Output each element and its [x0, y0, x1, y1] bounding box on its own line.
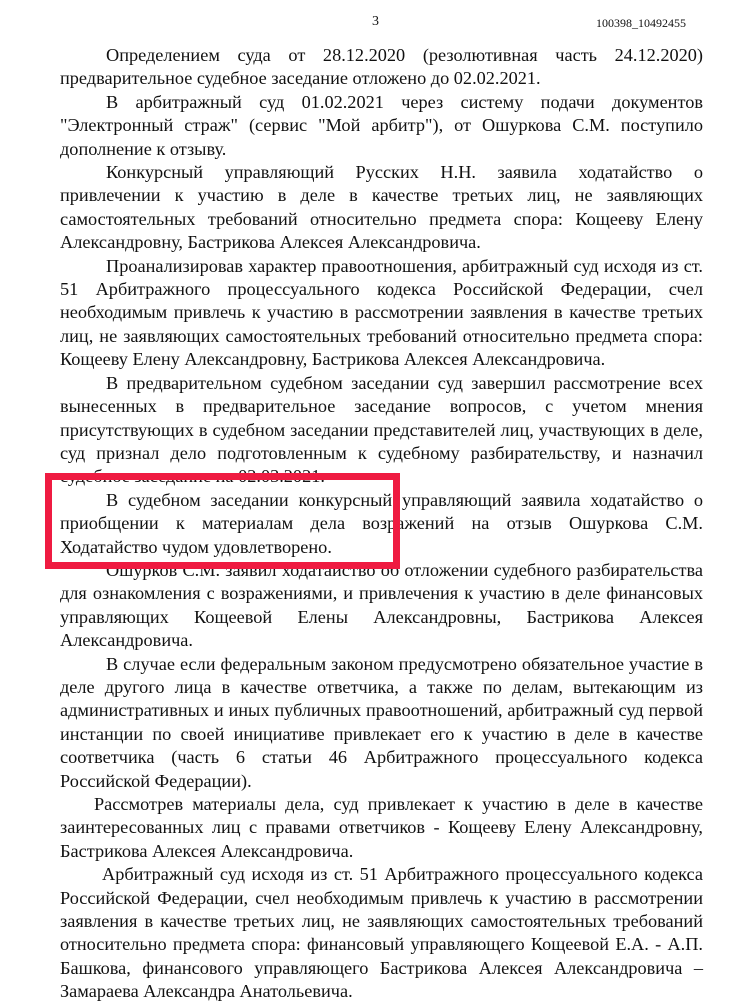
- paragraph-postponement-motion: Ошурков С.М. заявил ходатайство об отложении судебного разбирательства для ознакомления с возражениями, и привлечения к участию в деле финансовых управляющих Кощеевой Елены Александровны, Бастрикова Алексея Александровича.: [60, 559, 703, 651]
- paragraph-interested-parties: Рассмотрев материалы дела, суд привлекает к участию в деле в качестве заинтересованных лиц с правами ответчиков - Кощееву Елену Александровну, Бастрикова Алексея Александровича.: [60, 794, 703, 861]
- paragraph-legal-basis: В случае если федеральным законом предусмотрено обязательное участие в деле другого лица в качестве ответчика, а также по делам, вытекающим из административных и иных публичных правоотношений, арбитражный суд первой инстанции по своей инициативе привлекает его к участию в деле в качестве соответчика (часть 6 статьи 46 Арбитражного процессуального кодекса Российской Федерации).: [60, 653, 703, 791]
- paragraph-hearing-postponed: Определением суда от 28.12.2020 (резолютивная часть 24.12.2020) предварительное судебное заседание отложено до 02.02.2021.: [60, 45, 703, 89]
- paragraph-third-party-motion: Конкурсный управляющий Русских Н.Н. заявила ходатайство о привлечении к участию в деле в качестве третьих лиц, не заявляющих самостоятельных требований относительно предмета спора: Кощееву Елену Александровну, Бастрикова Алексея Александровича.: [60, 162, 703, 253]
- page-number: 3: [372, 14, 379, 29]
- paragraph-financial-managers: Арбитражный суд исходя из ст. 51 Арбитражного процессуального кодекса Российской Федерации, счел необходимым привлечь к участию в рассмотрении заявления в качестве третьих лиц, не заявляющих самостоятельных требований относительно предмета спора: финансовый управляющего Кощеевой Е.А. - А.П. Башкова, финансового управляющего Бастрикова Алексея Александровича – Замараева Александра Анатольевича.: [60, 864, 703, 1002]
- paragraph-court-analysis: Проанализировав характер правоотношения, арбитражный суд исходя из ст. 51 Арбитражного процессуального кодекса Российской Федерации, счел необходимым привлечь к участию в рассмотрении заявления в качестве третьих лиц, не заявляющих самостоятельных требований относительно предмета спора: Кощееву Елену Александровну, Бастрикова Алексея Александровича.: [60, 255, 703, 370]
- paragraph-objections-attached: В судебном заседании конкурсный управляющий заявила ходатайство о приобщении к материалам дела возражений на отзыв Ошуркова С.М. Ходатайство чудом удовлетворено.: [60, 489, 703, 557]
- document-body: [60, 44, 703, 1004]
- paragraph-preliminary-hearing: В предварительном судебном заседании суд завершил рассмотрение всех вынесенных в предварительное заседание вопросов, с учетом мнения присутствующих в судебном заседании представителей лиц, участвующих в деле, суд признал дело подготовленным к судебному разбирательству, и назначил судебное заседание на 02.03.2021.: [60, 372, 703, 487]
- paragraph-supplement-received: В арбитражный суд 01.02.2021 через систему подачи документов "Электронный страж" (сервис "Мой арбитр"), от Ошуркова С.М. поступило дополнение к отзыву.: [60, 91, 703, 159]
- document-number: 100398_10492455: [596, 16, 686, 30]
